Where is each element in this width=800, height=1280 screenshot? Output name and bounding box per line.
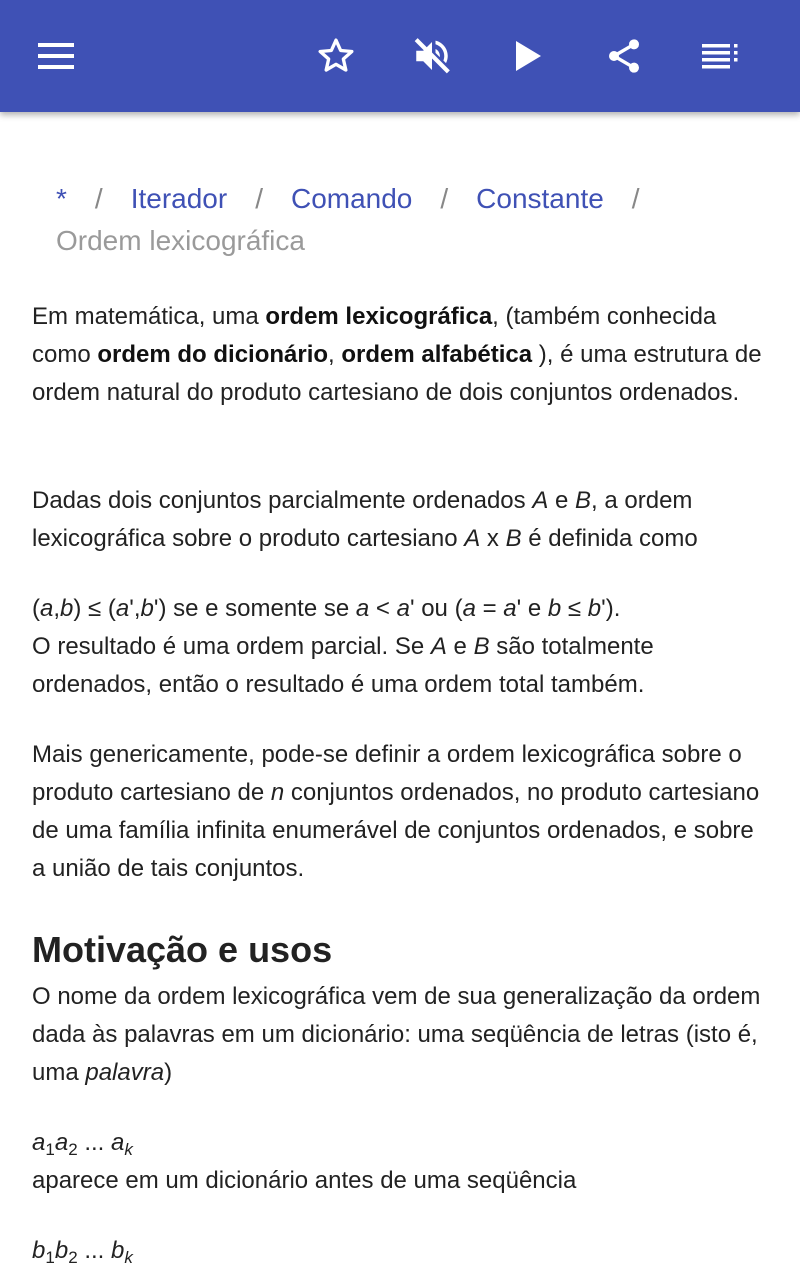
sequence-b: $b_1b_2$ ... $b_k$ [32,1237,133,1267]
share-icon[interactable] [592,24,656,88]
paragraph-motivation: O nome da ordem lexicográfica vem de sua generalização da ordem dada às palavras em um dicionário: uma seqüência de letras (isto é, uma palavra) [32,983,761,1086]
paragraph-generalization: Mais genericamente, pode-se definir a ordem lexicográfica sobre o produto cartesiano de n conjuntos ordenados, no produto cartesiano de uma família infinita enumerável de conjuntos ordenados, e sobre a união de tais conjuntos. [32,741,760,882]
breadcrumb [56,178,756,262]
breadcrumb-separator: / [94,183,103,214]
paragraph-intro: Em matemática, uma ordem lexicográfica, (também conhecida como ordem do dicionário, ordem alfabética ), é uma estrutura de ordem natural do produto cartesiano de dois conjuntos ordenados. [32,303,762,406]
breadcrumb-link-constante[interactable]: Constante [476,183,604,214]
hamburger-menu-icon[interactable] [24,24,88,88]
star-icon[interactable] [304,24,368,88]
bold-term: ordem do dicionário [97,341,329,368]
bold-term: ordem lexicográfica [265,303,493,330]
bold-term: ordem alfabética [341,341,533,368]
play-icon[interactable] [496,24,560,88]
breadcrumb-current-page: Ordem lexicográfica [56,225,305,256]
app-bar [0,0,800,112]
section-heading: Motivação e usos [32,929,333,970]
breadcrumb-link-comando[interactable]: Comando [290,183,413,214]
paragraph-definition: Dadas dois conjuntos parcialmente ordenados A e B, a ordem lexicográfica sobre o produto cartesiano A x B é definida como [32,487,698,552]
paragraph-formula: (a,b) ≤ (a',b') se e somente se a < a' ou (a = a' e b ≤ b'). O resultado é uma ordem parcial. Se A e B são totalmente ordenados, então o resultado é uma ordem total também. [32,595,654,698]
breadcrumb-link-iterador[interactable]: Iterador [130,183,228,214]
formula: (a,b) ≤ (a',b') se e somente se a < a' ou (a = a' e b ≤ b'). [32,595,621,622]
toc-icon[interactable] [688,24,752,88]
breadcrumb-link-home[interactable]: * [56,183,67,214]
volume-off-icon[interactable] [400,24,464,88]
breadcrumb-separator: / [440,183,449,214]
breadcrumb-separator: / [255,183,263,214]
sequence-a: $a_1a_2$ ... $a_k$ aparece em um dicionário antes de uma seqüência [32,1129,577,1194]
breadcrumb-separator: / [631,183,640,214]
